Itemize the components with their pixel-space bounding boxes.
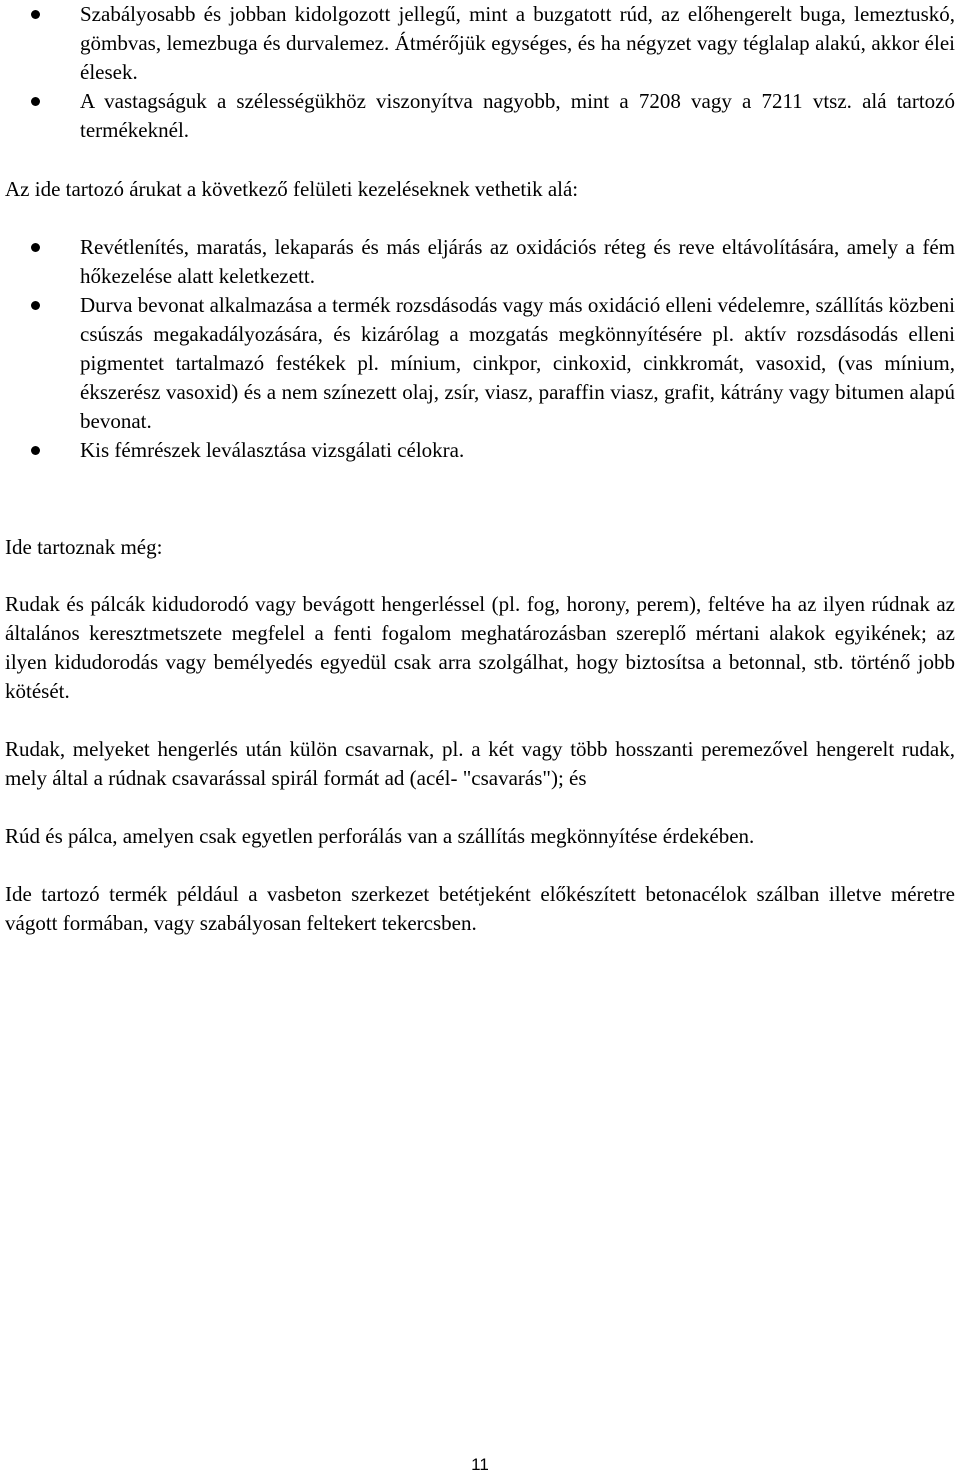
bullet-icon <box>31 97 40 106</box>
list-item <box>5 233 955 291</box>
paragraph-rod-perforated: Rúd és pálca, amelyen csak egyetlen perforálás van a szállítás megkönnyítése érdekében. <box>5 824 755 848</box>
list-item <box>5 87 955 145</box>
paragraph-rods-twisted: Rudak, melyeket hengerlés után külön csavarnak, pl. a két vagy több hosszanti peremezővel hengerelt rudak, mely által a rúdnak csavarással spirál formát ad (acél- "csavarás"); és <box>5 737 955 790</box>
page-number: 11 <box>471 1455 489 1474</box>
list-item <box>5 436 955 465</box>
intro-paragraph: Az ide tartozó árukat a következő felületi kezeléseknek vethetik alá: <box>5 177 579 201</box>
bullet-icon <box>31 301 40 310</box>
bullet-icon <box>31 10 40 19</box>
list-item-text: Durva bevonat alkalmazása a termék rozsdásodás vagy más oxidáció elleni védelemre, szállítás közbeni csúszás megakadályozására, és kizárólag a mozgatás megkönnyítésére pl. aktív rozsdásodás elleni pigmentet tartalmazó festékek pl. mínium, cinkpor, cinkoxid, cinkkromát, vasoxid, (vas mínium, ékszerész vasoxid) és a nem színezett olaj, zsír, viasz, paraffin viasz, grafit, kátrány vagy bitumen alapú bevonat. <box>80 293 955 433</box>
paragraph-rods-rolled: Rudak és pálcák kidudorodó vagy bevágott hengerléssel (pl. fog, horony, perem), feltéve ha az ilyen rúdnak az általános keresztmetszete megfelel a fenti fogalom meghatározásban szereplő mértani alakok egyikének; az ilyen kidudorodás vagy bemélyedés egyedül csak arra szolgálhat, hogy biztosítsa a betonnal, stb. történő jobb kötését. <box>5 592 955 703</box>
also-included-heading: Ide tartoznak még: <box>5 535 163 559</box>
list-item <box>5 291 955 436</box>
list-item <box>5 0 955 87</box>
list-item-text: Revétlenítés, maratás, lekaparás és más eljárás az oxidációs réteg és reve eltávolítására, amely a fém hőkezelése alatt keletkezett. <box>80 235 955 288</box>
list-item-text: Kis fémrészek leválasztása vizsgálati célokra. <box>80 438 465 462</box>
paragraph-example: Ide tartozó termék például a vasbeton szerkezet betétjeként előkészített betonacélok szálban illetve méretre vágott formában, vagy szabályosan feltekert tekercsben. <box>5 882 955 935</box>
list-item-text: Szabályosabb és jobban kidolgozott jellegű, mint a buzgatott rúd, az előhengerelt buga, lemeztuskó, gömbvas, lemezbuga és durvalemez. Átmérőjük egységes, és ha négyzet vagy téglalap alakú, akkor élei élesek. <box>80 2 955 84</box>
bullet-icon <box>31 243 40 252</box>
bullet-list-properties <box>5 0 955 145</box>
bullet-icon <box>31 446 40 455</box>
list-item-text: A vastagságuk a szélességükhöz viszonyítva nagyobb, mint a 7208 vagy a 7211 vtsz. alá tartozó termékeknél. <box>80 89 955 142</box>
bullet-list-surface-treatments <box>5 233 955 465</box>
